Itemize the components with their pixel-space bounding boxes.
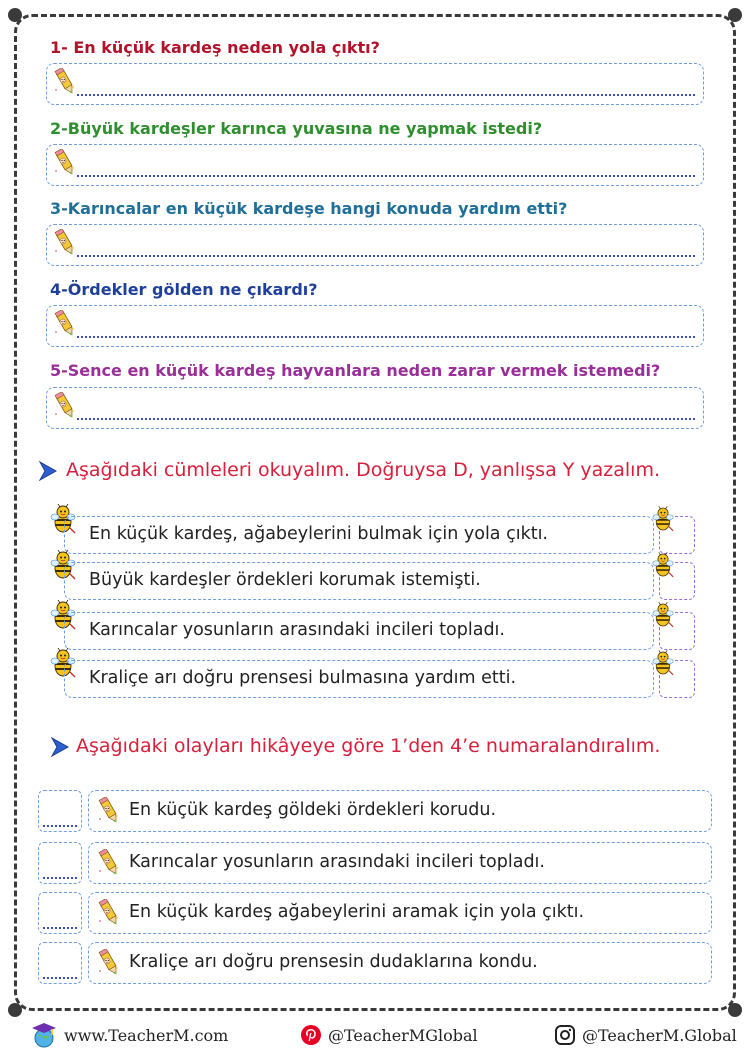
footer-instagram-text: @TeacherM.Global (582, 1025, 737, 1045)
answer-line (77, 418, 695, 420)
footer-pinterest[interactable] (300, 1018, 478, 1052)
bee-icon (652, 552, 674, 578)
true-false-row (56, 516, 696, 556)
ordering-row (38, 942, 712, 984)
arrow-icon (50, 736, 70, 758)
pencil-icon (53, 229, 77, 259)
pencil-icon (97, 949, 121, 979)
ordering-sentence (88, 790, 712, 832)
answer-line (43, 927, 77, 929)
order-number-box[interactable] (38, 892, 82, 934)
pinterest-icon (300, 1024, 322, 1046)
true-false-sentence: Karıncalar yosunların arasındaki incileri topladı. (64, 612, 654, 650)
answer-line (77, 94, 695, 96)
true-false-sentence: En küçük kardeş, ağabeylerini bulmak için yola çıktı. (64, 516, 654, 554)
pencil-icon (53, 68, 77, 98)
answer-field-5[interactable] (46, 387, 704, 429)
true-false-row (56, 562, 696, 602)
ordering-sentence-text: Karıncalar yosunların arasındaki incileri topladı. (129, 852, 545, 872)
answer-field-2[interactable] (46, 144, 704, 186)
ordering-row (38, 892, 712, 934)
true-false-heading: Aşağıdaki cümleleri okuyalım. Doğruysa D, yanlışsa Y yazalım. (66, 459, 661, 481)
true-false-sentence: Büyük kardeşler ördekleri korumak istemişti. (64, 562, 654, 600)
bee-icon (652, 506, 674, 532)
frame-corner-dot (728, 8, 742, 22)
ordering-sentence (88, 892, 712, 934)
true-false-row (56, 612, 696, 652)
footer-website[interactable] (30, 1018, 228, 1052)
answer-field-4[interactable] (46, 305, 704, 347)
answer-line (43, 977, 77, 979)
ordering-row (38, 842, 712, 884)
pencil-icon (97, 849, 121, 879)
question-5-text: 5-Sence en küçük kardeş hayvanlara neden zarar vermek istemedi? (50, 361, 661, 380)
question-1-text: 1- En küçük kardeş neden yola çıktı? (50, 38, 380, 57)
answer-line (77, 255, 695, 257)
instagram-icon (554, 1024, 576, 1046)
answer-field-3[interactable] (46, 224, 704, 266)
ordering-sentence (88, 842, 712, 884)
pencil-icon (53, 310, 77, 340)
ordering-sentence-text: Kraliçe arı doğru prensesin dudaklarına kondu. (129, 952, 538, 972)
question-4-text: 4-Ördekler gölden ne çıkardı? (50, 280, 318, 299)
true-false-sentence: Kraliçe arı doğru prensesi bulmasına yardım etti. (64, 660, 654, 698)
ordering-sentence-text: En küçük kardeş ağabeylerini aramak için yola çıktı. (129, 902, 585, 922)
pencil-icon (97, 899, 121, 929)
answer-line (77, 175, 695, 177)
arrow-icon (38, 460, 58, 482)
bee-icon (652, 650, 674, 676)
pencil-icon (97, 797, 121, 827)
footer-pinterest-text: @TeacherMGlobal (328, 1025, 478, 1045)
frame-corner-dot (8, 8, 22, 22)
ordering-heading: Aşağıdaki olayları hikâyeye göre 1’den 4’e numaralandıralım. (76, 735, 661, 757)
order-number-box[interactable] (38, 942, 82, 984)
answer-field-1[interactable] (46, 63, 704, 105)
graduation-globe-icon (30, 1021, 58, 1049)
ordering-row (38, 790, 712, 832)
answer-line (77, 336, 695, 338)
frame-corner-dot (8, 1003, 22, 1017)
question-3-text: 3-Karıncalar en küçük kardeşe hangi konuda yardım etti? (50, 199, 568, 218)
footer-website-text: www.TeacherM.com (64, 1025, 229, 1045)
ordering-sentence-text: En küçük kardeş göldeki ördekleri korudu. (129, 800, 497, 820)
order-number-box[interactable] (38, 842, 82, 884)
pencil-icon (53, 149, 77, 179)
footer-instagram[interactable] (554, 1018, 737, 1052)
answer-line (43, 825, 77, 827)
true-false-row (56, 660, 696, 700)
order-number-box[interactable] (38, 790, 82, 832)
answer-line (43, 877, 77, 879)
frame-corner-dot (728, 1003, 742, 1017)
pencil-icon (53, 392, 77, 422)
question-2-text: 2-Büyük kardeşler karınca yuvasına ne yapmak istedi? (50, 119, 543, 138)
bee-icon (652, 602, 674, 628)
ordering-sentence (88, 942, 712, 984)
